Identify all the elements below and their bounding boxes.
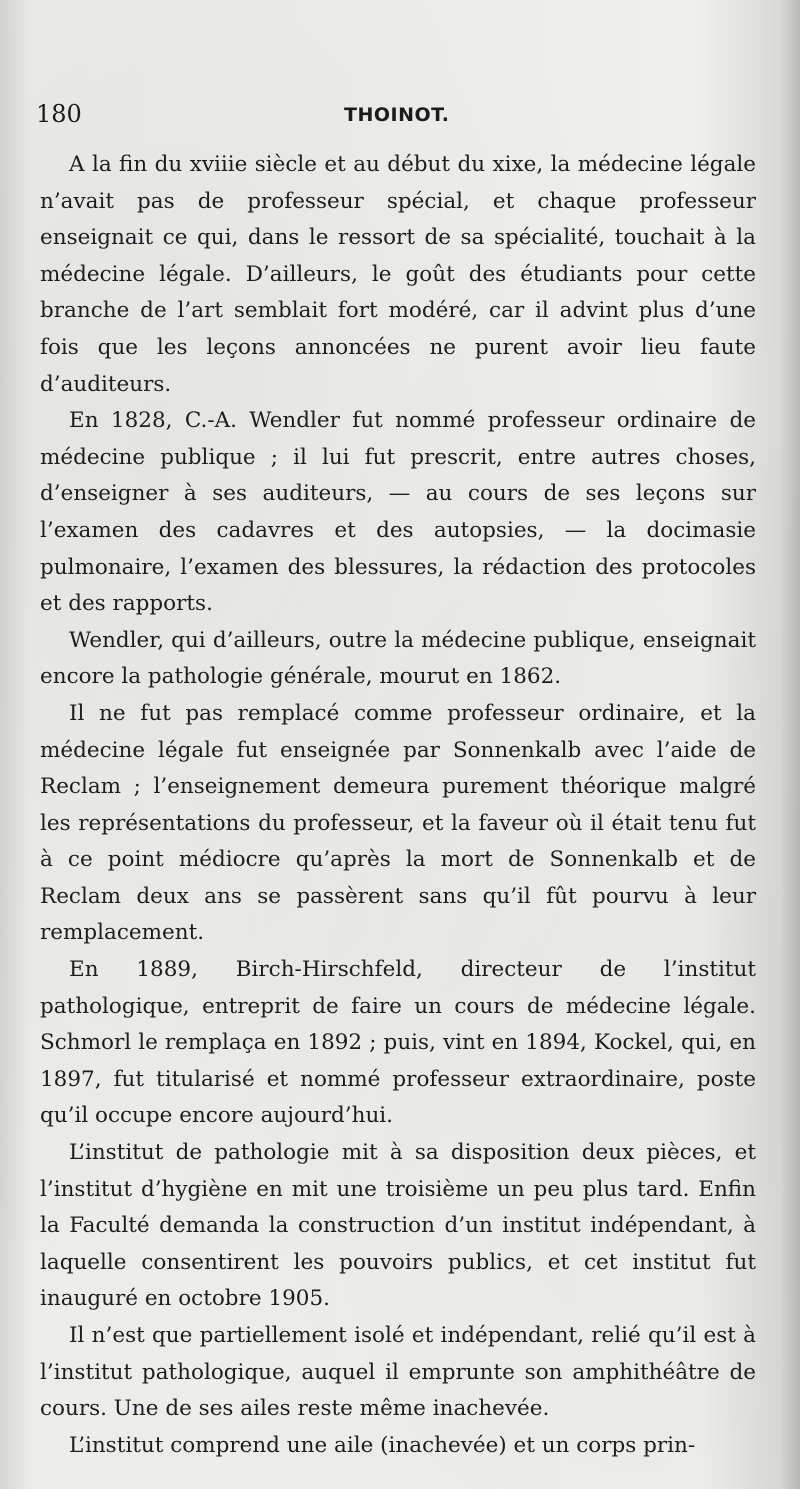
page-header [36, 100, 756, 140]
paragraph: L’institut de pathologie mit à sa disposition deux pièces, et l’institut d’hygiène en mit une troisième un peu plus tard. Enfin la Faculté demanda la construction d’un institut indépendant, à laquelle consentirent les pouvoirs publics, et cet institut fut inauguré en octobre 1905. [40, 1140, 756, 1312]
paragraph: A la fin du xviiie siècle et au début du xixe, la médecine légale n’avait pas de professeur spécial, et chaque professeur enseignait ce qui, dans le ressort de sa spécialité, touchait à la médecine légale. D’ailleurs, le goût des étudiants pour cette branche de l’art semblait fort modéré, car il advint plus d’une fois que les leçons annoncées ne purent avoir lieu faute d’auditeurs. [40, 152, 756, 397]
paragraph: Il ne fut pas remplacé comme professeur ordinaire, et la médecine légale fut enseignée par Sonnenkalb avec l’aide de Reclam ; l’enseignement demeura purement théorique malgré les représentations du professeur, et la faveur où il était tenu fut à ce point médiocre qu’après la mort de Sonnenkalb et de Reclam deux ans se passèrent sans qu’il fût pourvu à leur remplacement. [40, 700, 756, 946]
page-number: 180 [36, 100, 82, 128]
paragraph: Wendler, qui d’ailleurs, outre la médecine publique, enseignait encore la pathologie générale, mourut en 1862. [40, 627, 756, 690]
paragraph: En 1828, C.-A. Wendler fut nommé professeur ordinaire de médecine publique ; il lui fut prescrit, entre autres choses, d’enseigner à ses auditeurs, — au cours de ses leçons sur l’examen des cadavres et des autopsies, — la docimasie pulmonaire, l’examen des blessures, la rédaction des protocoles et des rapports. [40, 408, 756, 617]
paragraph: En 1889, Birch-Hirschfeld, directeur de l’institut pathologique, entreprit de faire un cours de médecine légale. Schmorl le remplaça en 1892 ; puis, vint en 1894, Kockel, qui, en 1897, fut titularisé et nommé professeur extraordinaire, poste qu’il occupe encore aujourd’hui. [40, 957, 756, 1129]
running-head: THOINOT. [344, 104, 450, 126]
paragraph: Il n’est que partiellement isolé et indépendant, relié qu’il est à l’institut pathologique, auquel il emprunte son amphithéâtre de cours. Une de ses ailes reste même inachevée. [40, 1323, 756, 1422]
paragraph: L’institut comprend une aile (inachevée) et un corps prin- [69, 1432, 696, 1458]
body-text [40, 147, 756, 1464]
